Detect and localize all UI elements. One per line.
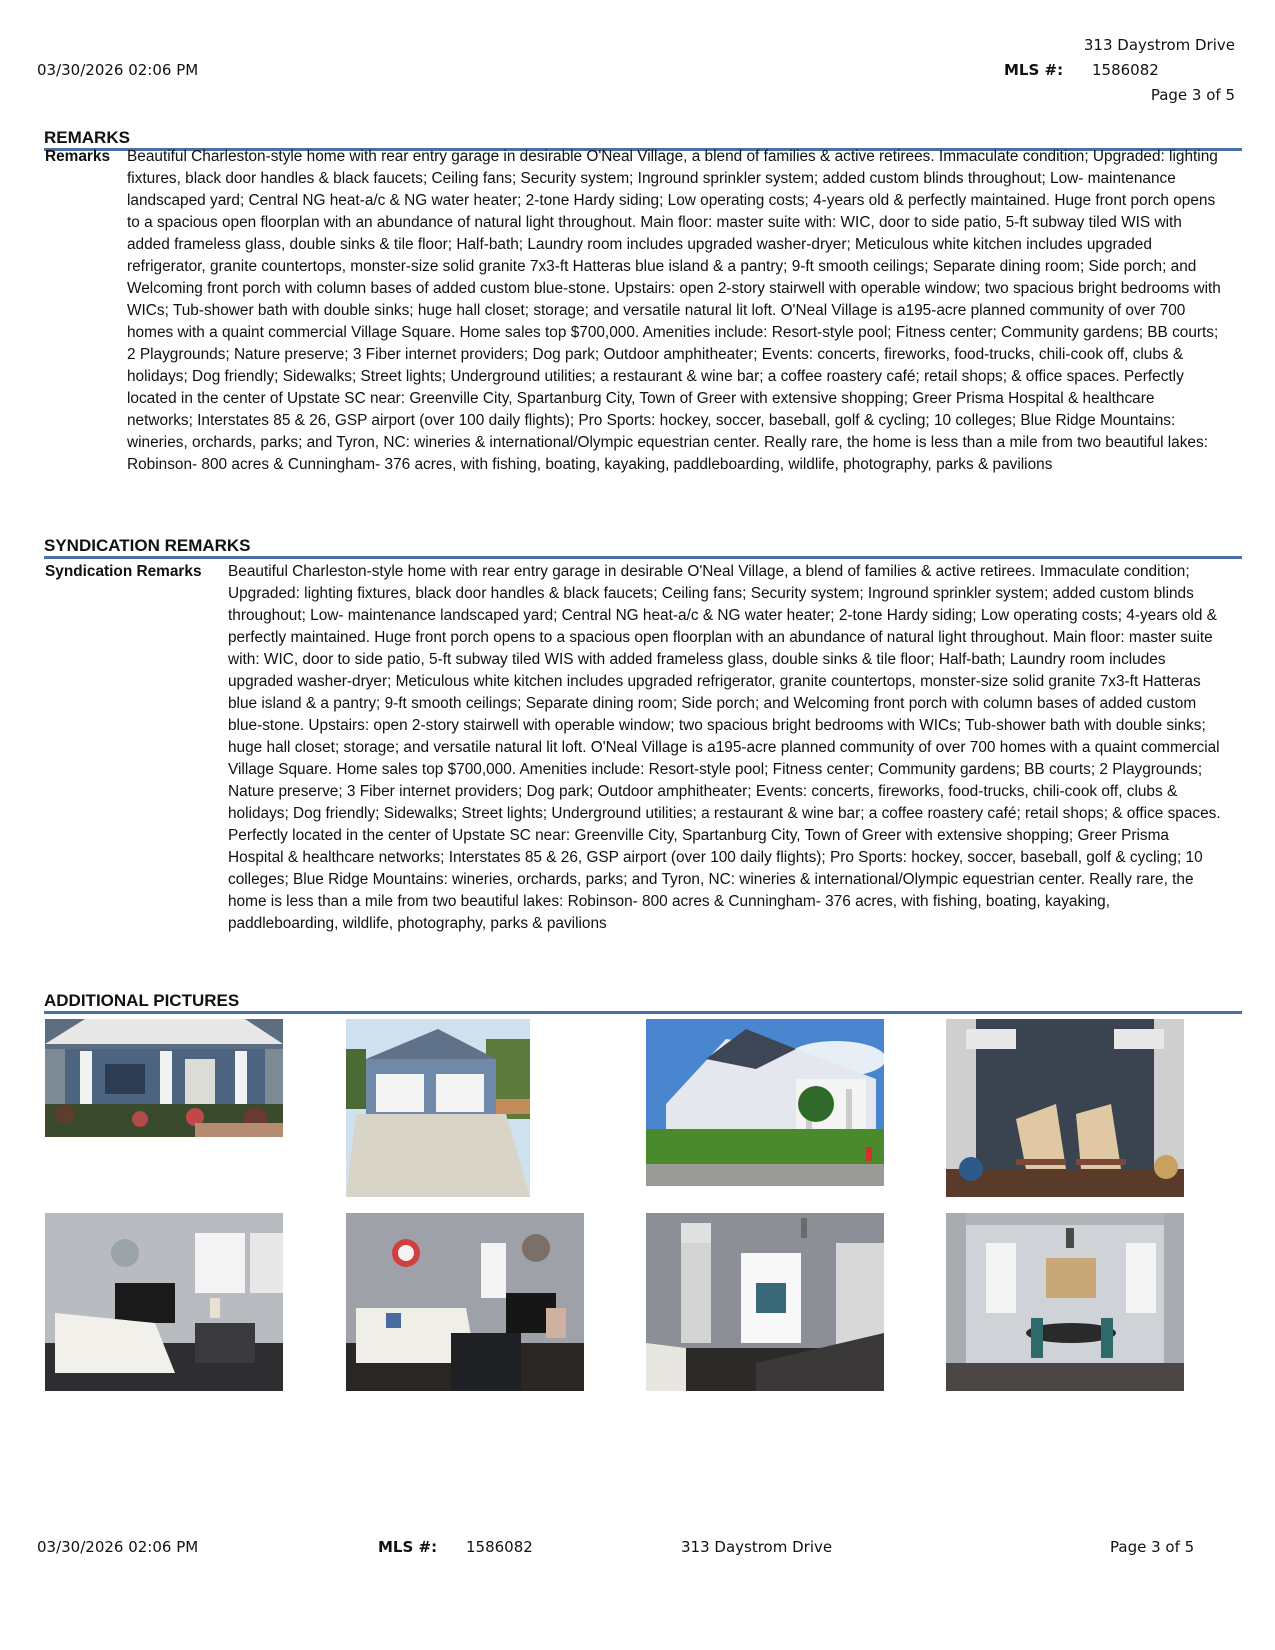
footer-datetime: 03/30/2026 02:06 PM <box>37 1538 199 1556</box>
footer-mls-label: MLS #: <box>378 1538 438 1556</box>
photo-living-room <box>45 1213 283 1391</box>
photo-dining-nook <box>946 1213 1184 1391</box>
photo-entry-kitchen <box>646 1213 884 1391</box>
photo-front-porch <box>45 1019 283 1137</box>
photo-garage <box>346 1019 530 1197</box>
photo-sectional-sofa <box>346 1213 584 1391</box>
header-page-number: Page 3 of 5 <box>1150 86 1235 104</box>
footer-mls-number: 1586082 <box>466 1538 533 1556</box>
photo-house-exterior <box>646 1019 884 1186</box>
footer-page-number: Page 3 of 5 <box>1110 1538 1195 1556</box>
syndication-label: Syndication Remarks <box>45 563 202 580</box>
remarks-row <box>45 146 1223 476</box>
pictures-section-title: ADDITIONAL PICTURES <box>44 991 1242 1014</box>
header-mls-number: 1586082 <box>1092 61 1159 79</box>
remarks-section-title: REMARKS <box>44 128 1242 151</box>
syndication-section-title: SYNDICATION REMARKS <box>44 536 1242 559</box>
header-datetime: 03/30/2026 02:06 PM <box>37 61 199 79</box>
header-mls-label: MLS #: <box>1004 61 1064 79</box>
remarks-label: Remarks <box>45 148 111 165</box>
header-address: 313 Daystrom Drive <box>1083 36 1235 54</box>
footer-address: 313 Daystrom Drive <box>681 1538 833 1556</box>
syndication-row <box>45 561 1223 935</box>
photo-porch-chairs <box>946 1019 1184 1197</box>
remarks-text: Beautiful Charleston-style home with rear entry garage in desirable O'Neal Village, a blend of families & active retirees. Immaculate condition; Upgraded: lighting fixtures, black door handles & black faucets; Ceiling fans; Security system; Inground sprinkler system; added custom blinds throughout; Low- maintenance landscaped yard; Central NG heat-a/c & NG water heater; 2-tone Hardy siding; Low operating costs; 4-years old & perfectly maintained. Huge front porch opens to a spacious open floorplan with an abundance of natural light throughout. Main floor: master suite with: WIC, door to side patio, 5-ft subway tiled WIS with added frameless glass, double sinks & tile floor; Half-bath; Laundry room includes upgraded washer-dryer; Meticulous white kitchen includes upgraded refrigerator, granite countertops, monster-size solid granite 7x3-ft Hatteras blue island & a pantry; 9-ft smooth ceilings; Separate dining room; Side porch; and Welcoming front porch with column bases of added custom blue-stone. Upstairs: open 2-story stairwell with operable window; two spacious bright bedrooms with WICs; Tub-shower bath with double sinks; huge hall closet; storage; and versatile natural lit loft. O'Neal Village is a195-acre planned community of over 700 homes with a quaint commercial Village Square. Home sales top $700,000. Amenities include: Resort-style pool; Fitness center; Community gardens; BB courts; 2 Playgrounds; Nature preserve; 3 Fiber internet providers; Dog park; Outdoor amphitheater; Events: concerts, fireworks, food-trucks, chili-cook off, clubs & holidays; Dog friendly; Sidewalks; Street lights; Underground utilities; a restaurant & wine bar; a coffee roastery café; retail shops; & office spaces. Perfectly located in the center of Upstate SC near: Greenville City, Spartanburg City, Town of Greer with extensive shopping; Greer Prisma Hospital & healthcare networks; Interstates 85 & 26, GSP airport (over 100 daily flights); Pro Sports: hockey, soccer, baseball, golf & cycling; 10 colleges; Blue Ridge Mountains: wineries, orchards, parks; and Tyron, NC: wineries & international/Olympic equestrian center. Really rare, the home is less than a mile from two beautiful lakes: Robinson- 800 acres & Cunningham- 376 acres, with fishing, boating, kayaking, paddleboarding, wildlife, photography, parks & pavilions <box>127 148 1221 473</box>
syndication-text: Beautiful Charleston-style home with rear entry garage in desirable O'Neal Village, a blend of families & active retirees. Immaculate condition; Upgraded: lighting fixtures, black door handles & black faucets; Ceiling fans; Security system; Inground sprinkler system; added custom blinds throughout; Low- maintenance landscaped yard; Central NG heat-a/c & NG water heater; 2-tone Hardy siding; Low operating costs; 4-years old & perfectly maintained. Huge front porch opens to a spacious open floorplan with an abundance of natural light throughout. Main floor: master suite with: WIC, door to side patio, 5-ft subway tiled WIS with added frameless glass, double sinks & tile floor; Half-bath; Laundry room includes upgraded washer-dryer; Meticulous white kitchen includes upgraded refrigerator, granite countertops, monster-size solid granite 7x3-ft Hatteras blue island & a pantry; 9-ft smooth ceilings; Separate dining room; Side porch; and Welcoming front porch with column bases of added custom blue-stone. Upstairs: open 2-story stairwell with operable window; two spacious bright bedrooms with WICs; Tub-shower bath with double sinks; huge hall closet; storage; and versatile natural lit loft. O'Neal Village is a195-acre planned community of over 700 homes with a quaint commercial Village Square. Home sales top $700,000. Amenities include: Resort-style pool; Fitness center; Community gardens; BB courts; 2 Playgrounds; Nature preserve; 3 Fiber internet providers; Dog park; Outdoor amphitheater; Events: concerts, fireworks, food-trucks, chili-cook off, clubs & holidays; Dog friendly; Sidewalks; Street lights; Underground utilities; a restaurant & wine bar; a coffee roastery café; retail shops; & office spaces. Perfectly located in the center of Upstate SC near: Greenville City, Spartanburg City, Town of Greer with extensive shopping; Greer Prisma Hospital & healthcare networks; Interstates 85 & 26, GSP airport (over 100 daily flights); Pro Sports: hockey, soccer, baseball, golf & cycling; 10 colleges; Blue Ridge Mountains: wineries, orchards, parks; and Tyron, NC: wineries & international/Olympic equestrian center. Really rare, the home is less than a mile from two beautiful lakes: Robinson- 800 acres & Cunningham- 376 acres, with fishing, boating, kayaking, paddleboarding, wildlife, photography, parks & pavilions <box>228 563 1221 932</box>
